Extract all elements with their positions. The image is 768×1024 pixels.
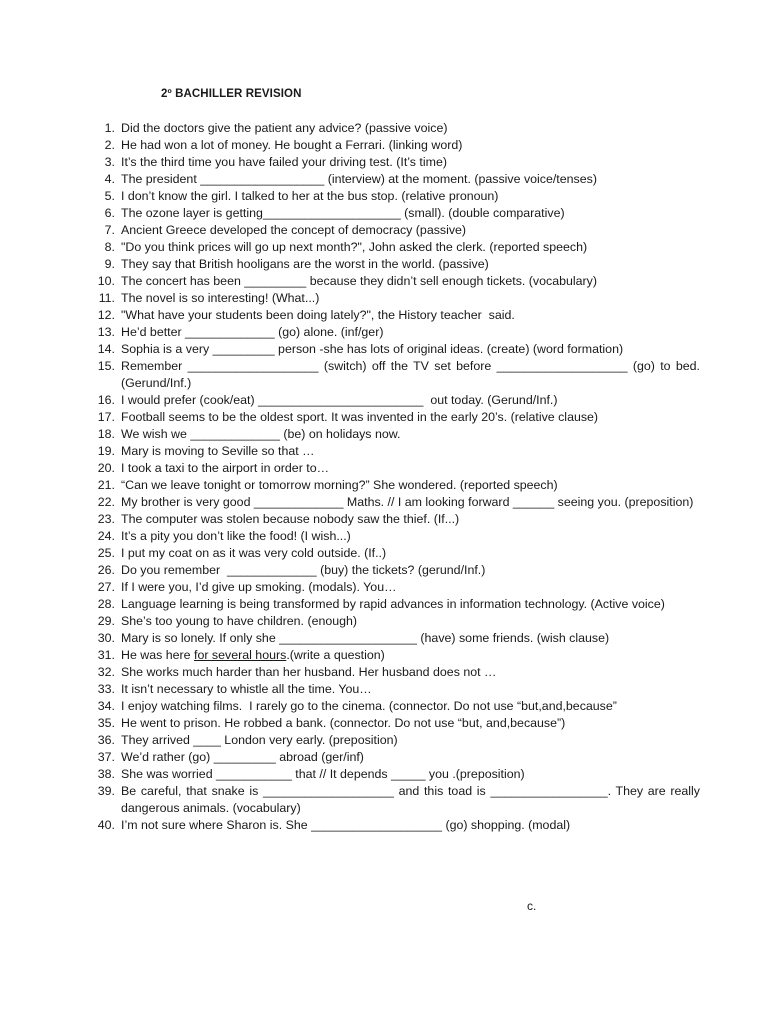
list-item [90,324,700,341]
item-number: 24. [97,529,115,543]
list-item [90,239,700,256]
item-number: 23. [97,512,115,526]
item-text: Remember ___________________ (switch) off the TV set before ___________________ (go) to bed. (Gerund/Inf.) [121,359,704,390]
item-number: 7. [104,223,115,237]
item-text: I’m not sure where Sharon is. She ___________________ (go) shopping. (modal) [121,818,571,832]
item-text: She works much harder than her husband. Her husband does not … [121,665,497,679]
list-item [90,443,700,460]
list-item [90,256,700,273]
item-number: 12. [97,308,115,322]
item-text: The concert has been _________ because they didn’t sell enough tickets. (vocabulary) [121,274,597,288]
item-text: She was worried ___________ that // It depends _____ you .(preposition) [121,767,525,781]
list-item [90,171,700,188]
item-text: Language learning is being transformed by rapid advances in information technology. (Active voice) [121,597,665,611]
list-item [90,783,704,817]
list-item [90,341,700,358]
item-text: "What have your students been doing lately?", the History teacher said. [121,308,515,322]
list-item [90,749,700,766]
item-number: 26. [97,563,115,577]
item-text: They say that British hooligans are the worst in the world. (passive) [121,257,489,271]
list-item [90,273,700,290]
item-text: Did the doctors give the patient any advice? (passive voice) [121,121,448,135]
item-number: 20. [97,461,115,475]
item-text: It isn’t necessary to whistle all the time. You… [121,682,372,696]
list-item [90,154,700,171]
list-item [90,307,700,324]
list-item [90,766,700,783]
list-item [90,681,700,698]
item-text: They arrived ____ London very early. (preposition) [121,733,398,747]
item-number: 28. [97,597,115,611]
item-number: 9. [104,257,115,271]
item-number: 29. [97,614,115,628]
item-text: We’d rather (go) _________ abroad (ger/inf) [121,750,364,764]
item-text: Football seems to be the oldest sport. It was invented in the early 20’s. (relative clause) [121,410,599,424]
item-number: 38. [97,767,115,781]
list-item [90,426,700,443]
list-item [90,545,700,562]
list-item [90,715,700,732]
item-number: 14. [97,342,115,356]
item-text: “Can we leave tonight or tomorrow morning?” She wondered. (reported speech) [121,478,558,492]
list-item [90,579,700,596]
item-text: Mary is so lonely. If only she ____________________ (have) some friends. (wish clause) [121,631,610,645]
list-item [90,613,700,630]
item-number: 37. [97,750,115,764]
list-item [90,137,700,154]
item-text: The novel is so interesting! (What...) [121,291,320,305]
item-text-pre: He was here [121,648,195,662]
item-text: The computer was stolen because nobody saw the thief. (If...) [121,512,460,526]
list-item [90,460,700,477]
list-item [90,664,700,681]
item-text: Ancient Greece developed the concept of democracy (passive) [121,223,467,237]
list-item [90,562,700,579]
item-number: 22. [97,495,115,509]
item-number: 15. [97,359,115,373]
item-text: I put my coat on as it was very cold outside. (If..) [121,546,387,560]
item-text: She’s too young to have children. (enough) [121,614,358,628]
item-number: 3. [104,155,115,169]
list-item [90,477,700,494]
item-text: My brother is very good _____________ Maths. // I am looking forward ______ seeing you. (preposition) [121,495,694,509]
list-item [90,511,700,528]
footer-mark: c. [527,899,537,913]
item-number: 25. [97,546,115,560]
item-number: 21. [97,478,115,492]
item-text: Be careful, that snake is ___________________ and this toad is _________________. They are really dangerous animals. (vocabulary) [121,784,704,815]
list-item [90,732,700,749]
item-text: Mary is moving to Seville so that … [121,444,315,458]
item-text: We wish we _____________ (be) on holidays now. [121,427,401,441]
item-text: Do you remember _____________ (buy) the tickets? (gerund/Inf.) [121,563,486,577]
item-text: I enjoy watching films. I rarely go to the cinema. (connector. Do not use “but,and,because” [121,699,617,713]
item-number: 2. [104,138,115,152]
item-number: 16. [97,393,115,407]
item-text: Sophia is a very _________ person -she has lots of original ideas. (create) (word formation) [121,342,624,356]
item-number: 31. [97,648,115,662]
list-item [90,358,704,392]
list-item [90,630,700,647]
item-number: 17. [97,410,115,424]
item-number: 8. [104,240,115,254]
item-text: The president __________________ (interview) at the moment. (passive voice/tenses) [121,172,597,186]
item-number: 34. [97,699,115,713]
item-number: 40. [97,818,115,832]
item-text: He went to prison. He robbed a bank. (connector. Do not use “but, and,because”) [121,716,566,730]
item-text: If I were you, I’d give up smoking. (modals). You… [121,580,397,594]
item-text: He’d better _____________ (go) alone. (inf/ger) [121,325,384,339]
item-number: 18. [97,427,115,441]
item-number: 32. [97,665,115,679]
list-item [90,188,700,205]
item-text-post: .(write a question) [286,648,385,662]
list-item [90,290,700,307]
item-number: 10. [97,274,115,288]
item-number: 27. [97,580,115,594]
item-number: 5. [104,189,115,203]
item-text: It’s the third time you have failed your driving test. (It’s time) [121,155,447,169]
item-text: The ozone layer is getting____________________ (small). (double comparative) [121,206,565,220]
list-item [90,409,700,426]
list-item [90,392,700,409]
item-number: 19. [97,444,115,458]
item-text: I don’t know the girl. I talked to her at the bus stop. (relative pronoun) [121,189,499,203]
item-number: 35. [97,716,115,730]
underlined-phrase: for several hours [194,648,287,662]
item-text: "Do you think prices will go up next month?", John asked the clerk. (reported speech) [121,240,588,254]
list-item [90,528,700,545]
item-number: 36. [97,733,115,747]
list-item [90,205,700,222]
item-text: I took a taxi to the airport in order to… [121,461,329,475]
item-number: 33. [97,682,115,696]
item-number: 4. [104,172,115,186]
item-text: I would prefer (cook/eat) ________________________ out today. (Gerund/Inf.) [121,393,558,407]
list-item [90,222,700,239]
item-number: 1. [104,121,115,135]
list-item [90,817,700,834]
list-item [90,494,700,511]
item-text: He had won a lot of money. He bought a Ferrari. (linking word) [121,138,463,152]
item-number: 11. [98,291,115,305]
page-title: 2º BACHILLER REVISION [161,88,302,100]
item-text [115,647,700,664]
list-item [90,120,700,137]
exercise-list [90,120,704,834]
item-number: 6. [104,206,115,220]
list-item [90,698,700,715]
item-number: 13. [97,325,115,339]
item-text: It’s a pity you don’t like the food! (I wish...) [121,529,351,543]
item-number: 30. [97,631,115,645]
item-number: 39. [97,784,115,798]
list-item [90,596,700,613]
list-item [90,647,700,664]
